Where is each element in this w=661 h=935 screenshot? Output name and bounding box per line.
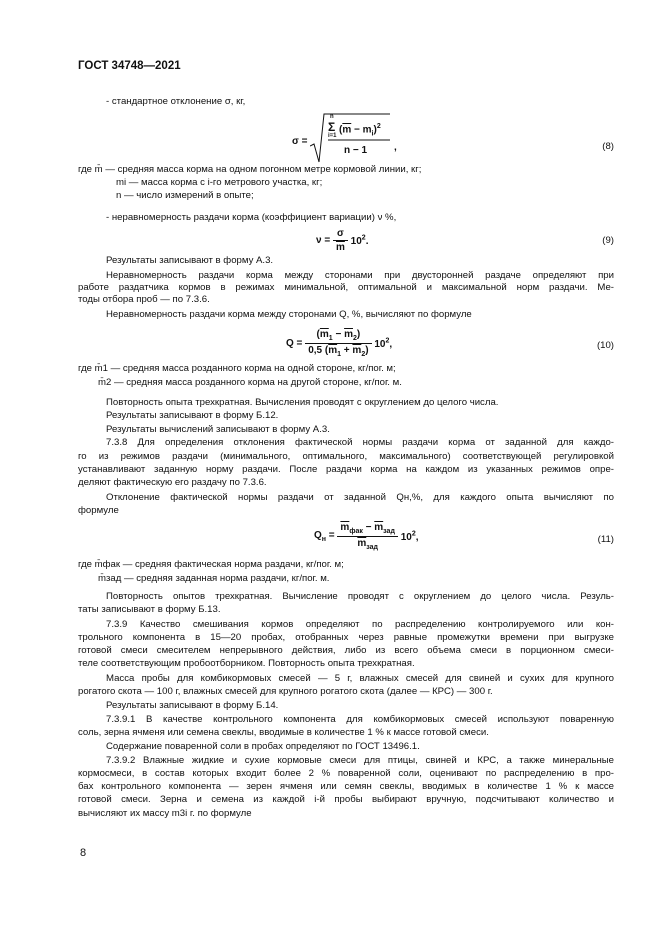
- text-line: Повторность опыта трехкратная. Вычисления проводят с округлением до целого числа.: [106, 397, 499, 408]
- text-line: где m̄фак — средняя фактическая норма раздачи, кг/пог. м;: [78, 559, 344, 570]
- equation-8: σ = n Σ i=1 $(\overline{m} - m_i)^2$ n − 1 ,: [292, 112, 412, 164]
- text-line: Результаты записывают в форму А.3.: [106, 255, 274, 266]
- text-line: вычисляют их массу m3i г. по формуле: [78, 808, 252, 819]
- text-line: 7.3.9 Качество смешивания кормов определяют по распределению контролируемого или кон-: [106, 619, 614, 630]
- equation-number: (8): [602, 141, 614, 152]
- text-line: 7.3.8 Для определения отклонения фактической нормы раздачи корма от заданной для каждо-: [106, 437, 614, 448]
- text-line: рогатого скота — 100 г, влажных смесей для крупного рогатого скота (далее — КРС) — 300 г.: [78, 686, 493, 697]
- page-number: 8: [80, 847, 87, 859]
- text-line: Результаты вычислений записывают в форму А.3.: [106, 424, 330, 435]
- text-line: го из режимов раздачи (минимального, оптимального, максимального) соответствующей регулировкой: [78, 451, 614, 462]
- text-line: деляют фактическую его раздачу по 7.3.6.: [78, 477, 267, 488]
- text-line: формуле: [78, 505, 119, 516]
- text-line: Неравномерность раздачи корма между сторонами при двусторонней раздаче определяют при: [106, 270, 614, 281]
- text-line: кормосмеси, в состав которых входит более 2 % поваренной соли, оценивают по распределению в про-: [78, 768, 614, 779]
- text-line: m̄2 — средняя масса розданного корма на другой стороне, кг/пог. м.: [98, 377, 402, 388]
- equation-number: (9): [602, 235, 614, 246]
- text-line: Результаты записывают в форму Б.12.: [106, 410, 279, 421]
- text-line: теле соответствующим пробоотборником. Повторность опыта трехкратная.: [78, 658, 415, 669]
- document-header: ГОСТ 34748—2021: [78, 60, 181, 72]
- text-line: готовой смеси смесителем непрерывного действия, либо из всего объема смеси в порционном смеси-: [78, 645, 614, 656]
- equation-number: (11): [597, 534, 614, 545]
- text-line: таты записывают в форму Б.13.: [78, 604, 221, 615]
- text-line: Содержание поваренной соли в пробах определяют по ГОСТ 13496.1.: [106, 741, 420, 752]
- text-line: где m̄1 — средняя масса розданного корма на одной стороне, кг/пог. м;: [78, 363, 396, 374]
- text-line: Результаты записывают в форму Б.14.: [106, 700, 279, 711]
- text-line: где m̄ — средняя масса корма на одном погонном метре кормовой линии, кг;: [78, 164, 422, 175]
- text-line: Неравномерность раздачи корма между сторонами Q, %, вычисляют по формуле: [106, 309, 472, 320]
- text-line: Масса пробы для комбикормовых смесей — 5 г, влажных смесей для свиней и сухих для крупного: [106, 673, 614, 684]
- text-line: устанавливают заданную норму раздачи. После раздачи корма на каждом из указанных режимов опре-: [78, 464, 614, 475]
- equation-11: $Q_н$ = $\frac{\overline{m}_{фак} - \overline{m}_{зад}}{\overline{m}_{зад}}$ $10^2$,: [314, 522, 419, 551]
- text-line: Отклонение фактической нормы раздачи от заданной Qн,%, для каждого опыта вычисляют по: [106, 492, 614, 503]
- text-line: - неравномерность раздачи корма (коэффициент вариации) ν %,: [106, 212, 397, 223]
- text-line: 7.3.9.1 В качестве контрольного компонента для комбикормовых смесей используют поваренную: [106, 714, 614, 725]
- text-line: готовой смеси. Зерна и семена из каждой i-й пробы выбирают вручную, подсчитывают количество и: [78, 794, 614, 805]
- text-line: m̄зад — средняя заданная норма раздачи, кг/пог. м.: [98, 573, 330, 584]
- text-line: Повторность опытов трехкратная. Вычисление проводят с округлением до целого числа. Резуль-: [106, 591, 614, 602]
- text-line: - стандартное отклонение σ, кг,: [106, 96, 246, 107]
- text-line: бах контрольного компонента — зерен ячменя или семян свеклы, вводимых в количестве 1 % к массе: [78, 781, 614, 792]
- text-line: n — число измерений в опыте;: [116, 190, 254, 201]
- equation-9: ν = $\frac{\sigma}{m}$ $10^2$.: [316, 228, 369, 253]
- text-line: соль, зерна ячменя или семена свеклы, вводимые в количестве 1 % к массе готовой смеси.: [78, 727, 489, 738]
- text-line: 7.3.9.2 Влажные жидкие и сухие кормовые смеси для птицы, свиней и КРС, а также минеральные: [106, 755, 614, 766]
- equation-10: Q = $\frac{(\overline{m}_1 - \overline{m}_2)}{0,5 (\overline{m}_1 + \overline{m}_2)}$ $10^2$,: [286, 329, 393, 358]
- text-line: работе раздатчика кормов в режимах минимальной, оптимальной и максимальной норм раздачи. Ме-: [78, 282, 614, 293]
- text-line: тоды отбора проб — по 7.3.6.: [78, 294, 210, 305]
- equation-number: (10): [596, 340, 614, 351]
- text-line: трольного компонента в 15—20 пробах, отобранных через равные промежутки времени при выгрузке: [78, 632, 614, 643]
- text-line: mi — масса корма с i-го метрового участка, кг;: [116, 177, 323, 188]
